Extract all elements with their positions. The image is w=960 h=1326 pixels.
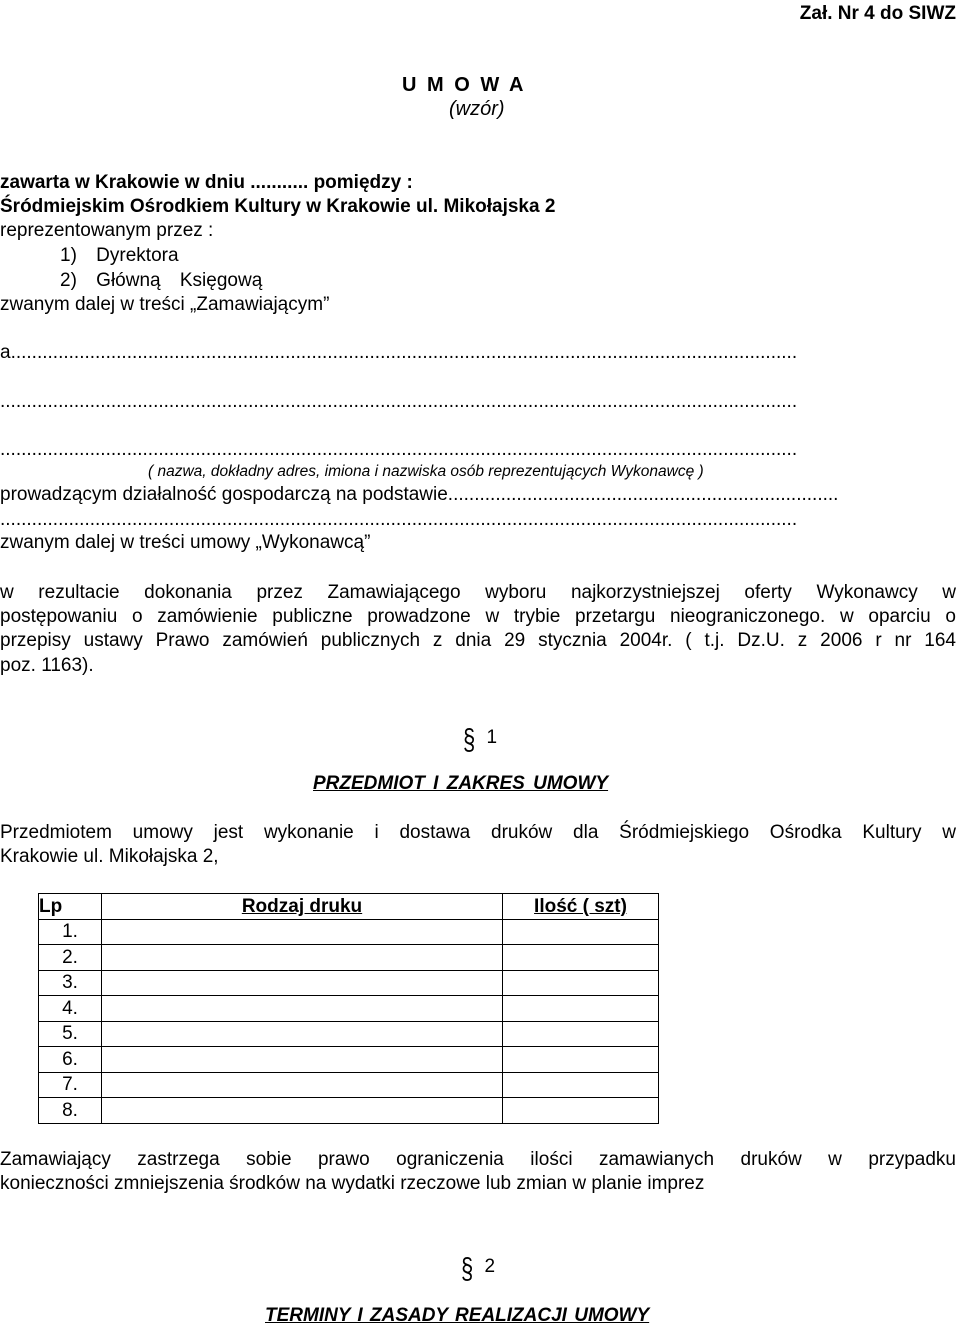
representative-2: 2) Główną Księgową — [60, 270, 263, 291]
section-2-heading: TERMINY I ZASADY REALIZACJI UMOWY — [265, 1305, 650, 1326]
section-1-number — [463, 722, 498, 757]
contractor-a-line: a..................................................................................................................................................... — [0, 343, 798, 362]
reservation-line-1: Zamawiający zastrzega sobie prawo ograniczenia ilości zamawianych druków w przypadku — [0, 1149, 956, 1170]
preamble-line-2: postępowaniu o zamówienie publiczne prowadzone w trybie przetargu nieograniczonego. w oparciu o — [0, 606, 956, 627]
section-2-number — [461, 1251, 496, 1286]
section-2-digit: 2 — [484, 1256, 496, 1277]
preamble-line-4: poz. 1163). — [0, 655, 94, 676]
table-header-row — [39, 894, 659, 920]
table-row: 2. — [39, 945, 659, 971]
parties-line-2: Śródmiejskim Ośrodkiem Kultury w Krakowie ul. Mikołajska 2 — [0, 196, 556, 217]
section-symbol: § — [463, 722, 476, 757]
section-1-digit: 1 — [486, 727, 498, 748]
contract-subtitle: (wzór) — [449, 98, 505, 120]
contractor-dots-3: ....................................................................................................................................................... — [0, 510, 798, 529]
table-row: 6. — [39, 1047, 659, 1073]
header-print-type: Rodzaj druku — [102, 894, 503, 920]
contract-title: U M O W A — [402, 74, 524, 96]
table-row: 5. — [39, 1021, 659, 1047]
table-row: 3. — [39, 970, 659, 996]
annex-label: Zał. Nr 4 do SIWZ — [799, 3, 956, 24]
header-quantity: Ilość ( szt) — [503, 894, 659, 920]
reservation-line-2: konieczności zmniejszenia środków na wydatki rzeczowe lub zmian w planie imprez — [0, 1173, 705, 1194]
table-row: 1. — [39, 919, 659, 945]
table-row: 7. — [39, 1072, 659, 1098]
subject-line-2: Krakowie ul. Mikołajska 2, — [0, 846, 219, 867]
representative-1: 1) Dyrektora — [60, 245, 179, 266]
contractor-label: zwanym dalej w treści umowy „Wykonawcą” — [0, 532, 371, 553]
parties-line-3: reprezentowanym przez : — [0, 220, 214, 241]
contractor-basis: prowadzącym działalność gospodarczą na podstawie.......................................................................... — [0, 485, 839, 504]
section-symbol: § — [461, 1251, 474, 1286]
section-1-heading: PRZEDMIOT I ZAKRES UMOWY — [313, 773, 609, 794]
contractor-dots-2: ....................................................................................................................................................... — [0, 440, 798, 459]
parties-line-4: zwanym dalej w treści „Zamawiającym” — [0, 294, 330, 315]
preamble-line-1: w rezultacie dokonania przez Zamawiającego wyboru najkorzystniejszej oferty Wykonawcy w — [0, 582, 956, 603]
table-row: 8. — [39, 1098, 659, 1124]
subject-line-1: Przedmiotem umowy jest wykonanie i dostawa druków dla Śródmiejskiego Ośrodka Kultury w — [0, 822, 956, 843]
prints-table — [38, 893, 659, 1124]
header-lp: Lp — [39, 894, 102, 920]
preamble-line-3: przepisy ustawy Prawo zamówień publicznych z dnia 29 stycznia 2004r. ( t.j. Dz.U. z 2006 r nr 164 — [0, 630, 956, 651]
contractor-hint: ( nazwa, dokładny adres, imiona i nazwiska osób reprezentujących Wykonawcę ) — [148, 463, 704, 480]
parties-line-1: zawarta w Krakowie w dniu ........... pomiędzy : — [0, 172, 413, 193]
contractor-dots-1: ....................................................................................................................................................... — [0, 392, 798, 411]
table-row: 4. — [39, 996, 659, 1022]
